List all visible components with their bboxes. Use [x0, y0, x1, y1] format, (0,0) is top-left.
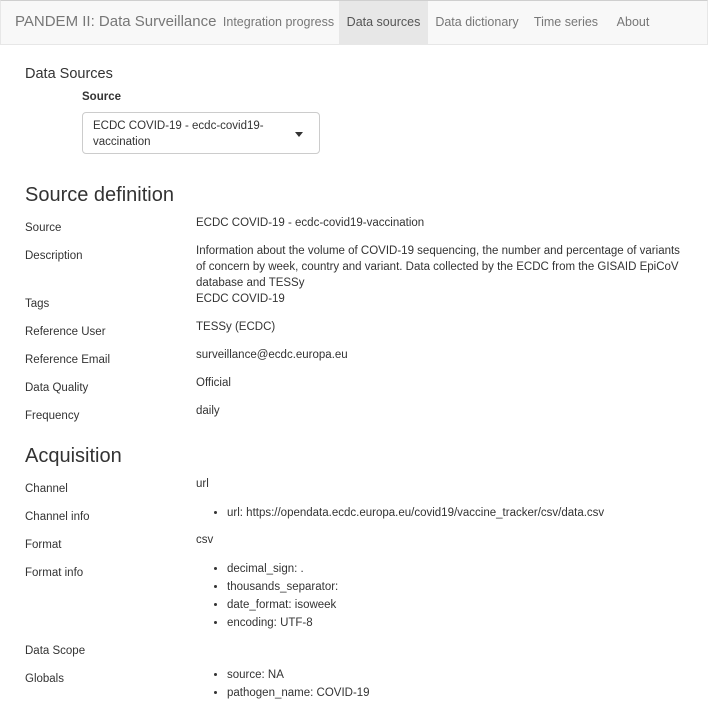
data-sources-heading: Data Sources	[25, 66, 113, 82]
definition-value-reference-email: surveillance@ecdc.europa.eu	[196, 349, 348, 361]
nav-time-series[interactable]: Time series	[533, 15, 599, 29]
definition-value-data-quality: Official	[196, 377, 231, 389]
acquisition-label-globals: Globals	[25, 673, 64, 685]
definition-label-description: Description	[25, 250, 83, 262]
definition-value-frequency: daily	[196, 405, 220, 417]
list-item: • source: NA	[227, 666, 370, 684]
acquisition-label-channel-info: Channel info	[25, 511, 90, 523]
list-item: • thousands_separator:	[227, 578, 338, 596]
definition-label-frequency: Frequency	[25, 410, 80, 422]
definition-value-reference-user: TESSy (ECDC)	[196, 321, 276, 333]
source-definition-heading: Source definition	[25, 184, 174, 206]
globals-list	[213, 666, 370, 702]
definition-label-tags: Tags	[25, 298, 50, 310]
list-item: • decimal_sign: .	[227, 560, 338, 578]
nav-integration-progress[interactable]: Integration progress	[222, 15, 335, 29]
list-item: • encoding: UTF-8	[227, 614, 338, 632]
format-info-list	[213, 560, 338, 632]
list-item: • url: https://opendata.ecdc.europa.eu/covid19/vaccine_tracker/csv/data.csv	[227, 504, 604, 522]
list-item: • date_format: isoweek	[227, 596, 338, 614]
nav-data-sources[interactable]: Data sources	[339, 1, 428, 44]
list-item: • pathogen_name: COVID-19	[227, 684, 370, 702]
acquisition-label-format-info: Format info	[25, 567, 84, 579]
acquisition-label-format: Format	[25, 539, 62, 551]
nav-about[interactable]: About	[616, 15, 650, 29]
acquisition-value-format: csv	[196, 534, 214, 546]
definition-label-source: Source	[25, 222, 62, 234]
navbar-brand[interactable]: PANDEM II: Data Surveillance	[15, 13, 217, 30]
nav-data-dictionary[interactable]: Data dictionary	[435, 15, 519, 29]
acquisition-heading: Acquisition	[25, 445, 122, 467]
acquisition-label-data-scope: Data Scope	[25, 645, 86, 657]
source-select-label: Source	[82, 91, 121, 103]
channel-info-list	[213, 504, 604, 522]
definition-label-reference-user: Reference User	[25, 326, 106, 338]
definition-value-source: ECDC COVID-19 - ecdc-covid19-vaccination	[196, 217, 425, 229]
source-select[interactable]	[82, 112, 320, 154]
chevron-down-icon	[295, 132, 303, 137]
definition-value-description: Information about the volume of COVID-19 sequencing, the number and percentage of variants of concern by week, country and variant. Data collected by the ECDC from the GISAID EpiCoV database and TESSy	[196, 245, 680, 289]
definition-label-reference-email: Reference Email	[25, 354, 111, 366]
definition-label-data-quality: Data Quality	[25, 382, 89, 394]
definition-value-tags: ECDC COVID-19	[196, 293, 285, 305]
acquisition-label-channel: Channel	[25, 483, 68, 495]
navbar	[0, 0, 708, 45]
acquisition-value-channel: url	[196, 478, 209, 490]
source-select-value: ECDC COVID-19 - ecdc-covid19-vaccination	[93, 120, 264, 148]
